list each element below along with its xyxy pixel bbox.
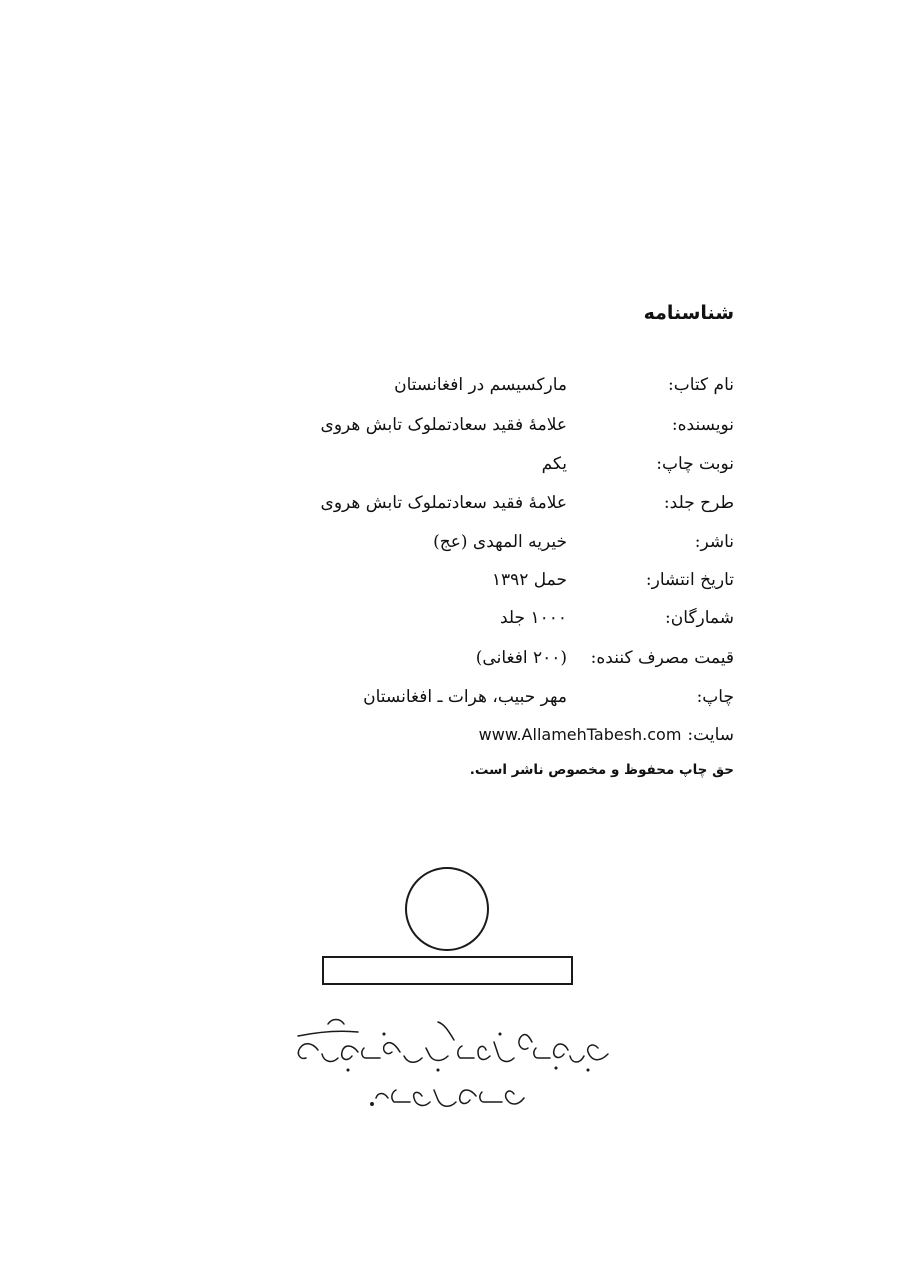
info-row-print-run xyxy=(0,603,902,633)
website-label: سایت: xyxy=(687,725,734,745)
copyright-notice: حق چاپ محفوظ و مخصوص ناشر است. xyxy=(469,762,734,778)
field-value: علامهٔ فقید سعادتملوک تابش هروی xyxy=(320,493,567,513)
field-label: شمارگان: xyxy=(665,608,734,628)
info-row-edition xyxy=(0,449,902,479)
field-value: علامهٔ فقید سعادتملوک تابش هروی xyxy=(320,415,567,435)
field-value: مهر حبیب، هرات ـ افغانستان xyxy=(363,687,567,707)
handwritten-note-signature xyxy=(288,1012,618,1122)
field-label: نام کتاب: xyxy=(668,375,734,395)
info-row-website xyxy=(479,720,734,750)
website-link[interactable]: www.AllamehTabesh.com xyxy=(478,725,682,744)
info-row-publish-date xyxy=(0,565,902,595)
field-value: حمل ۱۳۹۲ xyxy=(491,570,567,590)
field-label: نوبت چاپ: xyxy=(656,454,734,474)
field-value: ۱۰۰۰ جلد xyxy=(500,608,567,628)
field-label: تاریخ انتشار: xyxy=(645,570,734,590)
info-row-printer xyxy=(0,682,902,712)
field-label: طرح جلد: xyxy=(663,493,734,513)
field-label: نویسنده: xyxy=(671,415,734,435)
info-row-publisher xyxy=(0,527,902,557)
seal-rectangle-shape xyxy=(322,956,573,985)
info-row-price xyxy=(0,643,902,673)
info-row-book-title xyxy=(0,370,902,400)
field-value: (۲۰۰ افغانی) xyxy=(475,648,567,668)
field-value: مارکسیسم در افغانستان xyxy=(394,375,567,395)
page-title: شناسنامه xyxy=(643,302,734,324)
info-row-cover-design xyxy=(0,488,902,518)
seal-circle-shape xyxy=(405,867,489,951)
field-value: خیریه المهدی (عج) xyxy=(433,532,567,552)
field-label: ناشر: xyxy=(694,532,734,552)
info-row-author xyxy=(0,410,902,440)
field-label: چاپ: xyxy=(696,687,734,707)
field-value: یکم xyxy=(541,454,567,474)
field-label: قیمت مصرف کننده: xyxy=(590,648,734,668)
